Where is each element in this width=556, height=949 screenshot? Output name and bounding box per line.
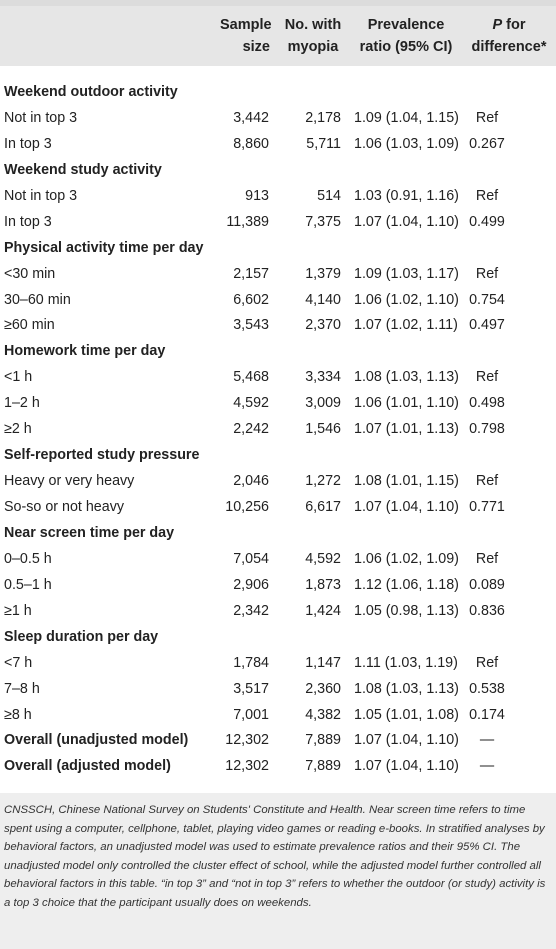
row-label: ≥8 h — [4, 706, 32, 723]
cell-prevalence-ratio: 1.09 (1.04, 1.15) — [354, 109, 459, 126]
cell-p-value: 0.836 — [469, 602, 505, 619]
cell-sample-size: 3,517 — [233, 680, 269, 697]
cell-prevalence-ratio: 1.07 (1.04, 1.10) — [354, 758, 459, 775]
row-label: Weekend outdoor activity — [4, 84, 178, 100]
table-header — [0, 6, 556, 66]
cell-no-with-myopia: 3,334 — [305, 369, 341, 386]
group-header-row — [0, 443, 556, 469]
cell-prevalence-ratio: 1.07 (1.04, 1.10) — [354, 499, 459, 515]
cell-sample-size: 2,157 — [233, 265, 269, 282]
cell-sample-size: 2,906 — [233, 576, 269, 593]
table-row — [0, 288, 556, 314]
row-label: In top 3 — [4, 135, 52, 152]
row-label: 30–60 min — [4, 291, 71, 308]
row-label: 0–0.5 h — [4, 550, 52, 567]
cell-prevalence-ratio: 1.07 (1.01, 1.13) — [354, 421, 459, 438]
cell-sample-size: 913 — [245, 187, 269, 204]
cell-no-with-myopia: 1,546 — [305, 421, 341, 438]
row-label: <30 min — [4, 265, 56, 282]
cell-p-value: 0.267 — [469, 135, 505, 152]
cell-prevalence-ratio: 1.07 (1.04, 1.10) — [354, 213, 459, 230]
header-sample-size: Sample size — [220, 17, 272, 55]
table-row — [0, 417, 556, 443]
row-label: In top 3 — [4, 213, 52, 230]
cell-no-with-myopia: 2,370 — [305, 317, 341, 334]
cell-no-with-myopia: 4,382 — [305, 706, 341, 723]
row-label: Sleep duration per day — [4, 628, 159, 645]
cell-prevalence-ratio: 1.08 (1.03, 1.13) — [354, 369, 459, 386]
cell-p-value: Ref — [475, 109, 499, 126]
table-row — [0, 573, 556, 599]
table-row — [0, 391, 556, 417]
table-row — [0, 728, 556, 754]
row-label: Near screen time per day — [4, 524, 175, 541]
cell-prevalence-ratio: 1.06 (1.02, 1.09) — [354, 550, 459, 567]
cell-p-value: Ref — [475, 187, 499, 204]
group-header-row — [0, 625, 556, 651]
footnote-text: CNSSCH, Chinese National Survey on Students' Constitute and Health. Near screen time refers to time spent using a computer, cellphone, tablet, playing video games or reading e-books. In stratified analyses by behavioral factors, an unadjusted model was used to estimate prevalence ratios and their 95% CI. The unadjusted model only controlled the cluster effect of school, while the adjusted model further controlled all behavioral factors in this table. “in top 3” and “not in top 3” refers to whether the outdoor (or study) activity is a top 3 choice that the participant usually does on weekends. — [4, 804, 546, 909]
cell-prevalence-ratio: 1.03 (0.91, 1.16) — [354, 187, 459, 204]
cell-no-with-myopia: 6,617 — [305, 499, 341, 515]
cell-p-value: — — [479, 732, 495, 749]
cell-sample-size: 1,784 — [233, 654, 269, 671]
cell-prevalence-ratio: 1.07 (1.04, 1.10) — [354, 732, 459, 749]
cell-no-with-myopia: 1,379 — [305, 265, 341, 282]
cell-p-value: 0.497 — [469, 317, 505, 334]
cell-prevalence-ratio: 1.12 (1.06, 1.18) — [354, 576, 459, 593]
row-label: ≥2 h — [4, 421, 32, 438]
group-header-row — [0, 521, 556, 547]
group-header-row — [0, 236, 556, 262]
cell-sample-size: 2,046 — [233, 473, 269, 490]
cell-no-with-myopia: 7,889 — [305, 758, 341, 775]
cell-p-value: 0.089 — [469, 576, 505, 593]
row-label: Physical activity time per day — [4, 239, 204, 256]
row-label: ≥1 h — [4, 602, 32, 619]
cell-p-value: Ref — [475, 550, 499, 567]
header-prevalence-ratio: Prevalence ratio (95% CI) — [359, 17, 453, 55]
cell-p-value: 0.498 — [469, 395, 505, 412]
cell-p-value: 0.754 — [469, 291, 505, 308]
table-row — [0, 469, 556, 495]
table-row — [0, 262, 556, 288]
cell-no-with-myopia: 1,873 — [305, 576, 341, 593]
table-row — [0, 210, 556, 236]
table-row — [0, 703, 556, 729]
table-row — [0, 754, 556, 780]
cell-sample-size: 12,302 — [225, 758, 269, 775]
group-header-row — [0, 158, 556, 184]
cell-sample-size: 11,389 — [226, 213, 269, 230]
cell-p-value: 0.771 — [469, 499, 505, 515]
row-label: <1 h — [4, 369, 33, 386]
row-label: Not in top 3 — [4, 187, 78, 204]
row-label: ≥60 min — [4, 317, 55, 334]
cell-p-value: Ref — [475, 369, 499, 386]
cell-sample-size: 3,543 — [233, 317, 269, 334]
header-p-for-difference: P for difference* — [471, 17, 547, 55]
cell-p-value: 0.538 — [469, 680, 505, 697]
row-label: So-so or not heavy — [4, 499, 125, 515]
cell-prevalence-ratio: 1.06 (1.02, 1.10) — [354, 291, 459, 308]
cell-p-value: 0.499 — [469, 213, 505, 230]
cell-no-with-myopia: 1,147 — [305, 654, 341, 671]
cell-sample-size: 8,860 — [233, 135, 269, 152]
cell-sample-size: 7,001 — [233, 706, 269, 723]
cell-no-with-myopia: 7,375 — [305, 213, 341, 230]
table-row — [0, 677, 556, 703]
table-row — [0, 599, 556, 625]
cell-prevalence-ratio: 1.05 (0.98, 1.13) — [354, 602, 459, 619]
row-label: Overall (adjusted model) — [4, 758, 171, 775]
cell-sample-size: 2,342 — [233, 602, 269, 619]
table-row — [0, 547, 556, 573]
row-label: Overall (unadjusted model) — [4, 732, 189, 749]
cell-sample-size: 6,602 — [233, 291, 269, 308]
row-label: 0.5–1 h — [4, 576, 52, 593]
cell-prevalence-ratio: 1.06 (1.01, 1.10) — [354, 395, 459, 412]
cell-p-value: 0.798 — [469, 421, 505, 438]
cell-no-with-myopia: 5,711 — [306, 135, 341, 152]
header-no-with-myopia: No. with myopia — [284, 17, 342, 55]
cell-no-with-myopia: 4,140 — [305, 291, 341, 308]
table-footnote — [0, 793, 556, 949]
row-label: Homework time per day — [4, 343, 166, 360]
cell-sample-size: 4,592 — [233, 395, 269, 412]
cell-sample-size: 5,468 — [233, 369, 269, 386]
row-label: <7 h — [4, 654, 33, 671]
row-label: Heavy or very heavy — [4, 473, 135, 490]
cell-no-with-myopia: 2,178 — [305, 109, 341, 126]
cell-p-value: Ref — [475, 265, 499, 282]
table-row — [0, 132, 556, 158]
cell-prevalence-ratio: 1.11 (1.03, 1.19) — [354, 654, 458, 671]
cell-sample-size: 3,442 — [233, 109, 269, 126]
cell-prevalence-ratio: 1.05 (1.01, 1.08) — [354, 706, 459, 723]
row-label: 1–2 h — [4, 395, 40, 412]
table-row — [0, 365, 556, 391]
cell-prevalence-ratio: 1.09 (1.03, 1.17) — [354, 265, 459, 282]
cell-sample-size: 2,242 — [233, 421, 269, 438]
cell-prevalence-ratio: 1.06 (1.03, 1.09) — [354, 135, 459, 152]
cell-no-with-myopia: 514 — [317, 187, 341, 204]
cell-no-with-myopia: 1,272 — [305, 473, 341, 490]
cell-prevalence-ratio: 1.07 (1.02, 1.11) — [354, 317, 458, 334]
cell-prevalence-ratio: 1.08 (1.03, 1.13) — [354, 680, 459, 697]
table-row — [0, 184, 556, 210]
row-label: Weekend study activity — [4, 161, 162, 178]
table-row — [0, 495, 556, 521]
cell-prevalence-ratio: 1.08 (1.01, 1.15) — [354, 473, 459, 490]
row-label: 7–8 h — [4, 680, 40, 697]
cell-p-value: Ref — [475, 473, 499, 490]
cell-sample-size: 7,054 — [233, 550, 269, 567]
cell-no-with-myopia: 1,424 — [305, 602, 341, 619]
cell-p-value: Ref — [475, 654, 499, 671]
row-label: Not in top 3 — [4, 109, 78, 126]
group-header-row — [0, 339, 556, 365]
table-row — [0, 651, 556, 677]
cell-no-with-myopia: 2,360 — [305, 680, 341, 697]
row-label: Self-reported study pressure — [4, 447, 200, 464]
cell-no-with-myopia: 3,009 — [305, 395, 341, 412]
table-row — [0, 106, 556, 132]
table-row — [0, 313, 556, 339]
cell-sample-size: 12,302 — [225, 732, 269, 749]
group-header-row — [0, 80, 556, 106]
cell-p-value: — — [479, 758, 495, 775]
table-body — [0, 80, 556, 780]
cell-no-with-myopia: 7,889 — [305, 732, 341, 749]
cell-p-value: 0.174 — [469, 706, 505, 723]
cell-no-with-myopia: 4,592 — [305, 550, 341, 567]
cell-sample-size: 10,256 — [225, 499, 269, 515]
